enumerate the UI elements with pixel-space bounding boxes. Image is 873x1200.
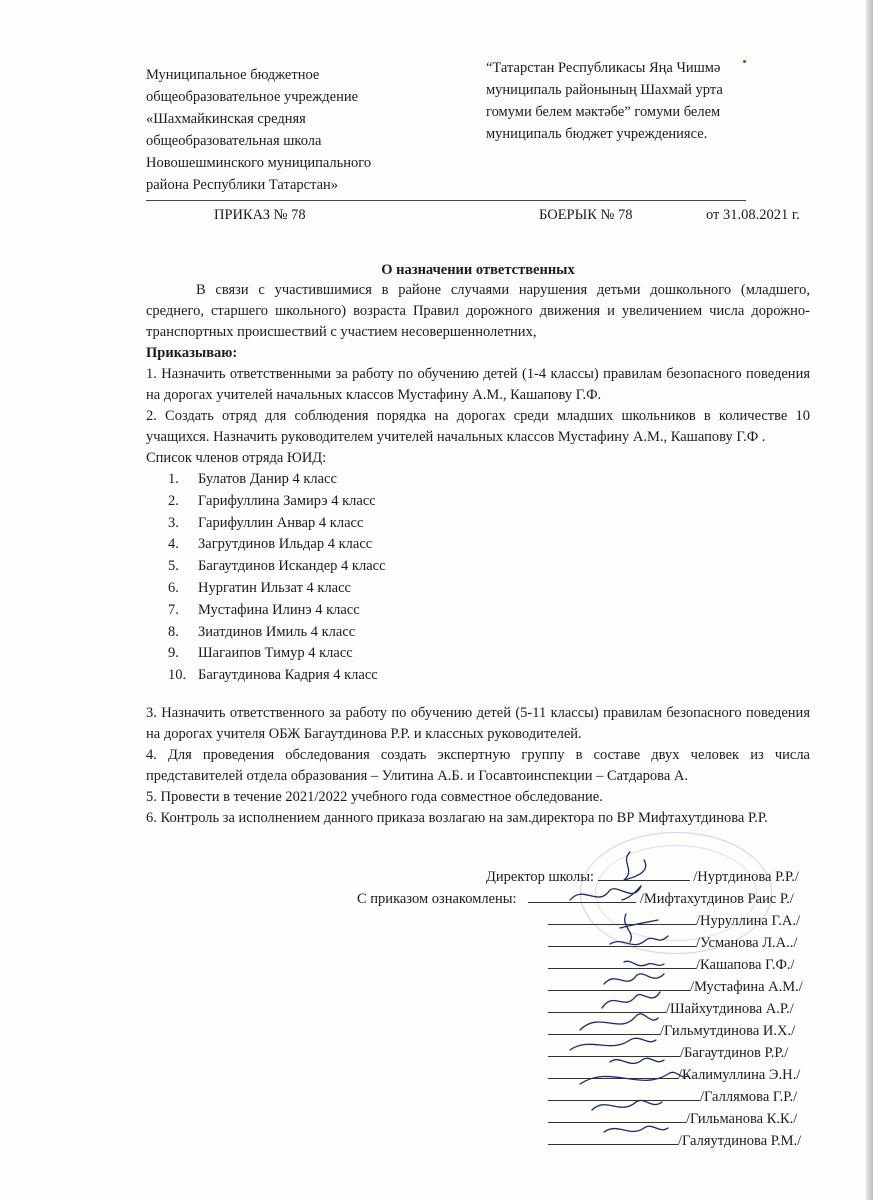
list-item-name: Мустафина Илинэ 4 класс	[198, 601, 360, 618]
signer-row	[548, 1108, 797, 1130]
list-item	[146, 556, 810, 578]
director-name: /Нуртдинова Р.Р./	[693, 869, 799, 885]
signer-row	[548, 976, 803, 998]
header-left-line: общеобразовательная школа	[146, 133, 322, 149]
order-date: от 31.08.2021 г.	[706, 207, 800, 223]
list-item	[146, 600, 810, 622]
signer-row	[548, 954, 795, 976]
signer-name: /Калимуллина Э.Н./	[678, 1067, 801, 1083]
acquainted-signature-row	[357, 888, 794, 910]
order-number-ru: ПРИКАЗ № 78	[214, 207, 306, 223]
list-item-name: Булатов Данир 4 класс	[198, 471, 337, 487]
signer-name: /Усманова Л.А../	[696, 935, 798, 951]
order-item-2: 2. Создать отряд для соблюдения порядка на дорогах среди младших школьников в количестве 10 учащихся. Назначить руководителем учителей начальных классов Мустафину А.М., Кашапову Г.Ф .	[146, 408, 810, 445]
signer-name: /Гильманова К.К./	[686, 1111, 798, 1127]
list-item-name: Зиатдинов Имиль 4 класс	[198, 623, 356, 640]
signer-row	[548, 1020, 795, 1042]
signer-name: /Багаутдинов Р.Р./	[680, 1045, 789, 1061]
list-item-name: Гарифуллин Анвар 4 класс	[198, 514, 364, 531]
signer-name: /Мифтахутдинов Раис Р./	[639, 891, 794, 907]
signature-line	[528, 888, 636, 903]
director-signature-row	[486, 866, 799, 888]
list-item	[146, 534, 810, 556]
header-right-line: муниципаль бюджет учреждениясе.	[486, 126, 708, 142]
list-item-number: 5.	[168, 558, 179, 575]
header-divider	[146, 200, 746, 201]
document-body	[146, 280, 810, 829]
order-item-6: 6. Контроль за исполнением данного приказа возлагаю на зам.директора по ВР Мифтахутдинова Р.Р.	[146, 809, 768, 826]
list-item-number: 6.	[168, 579, 179, 596]
order-number-tt: БОЕРЫК № 78	[539, 207, 633, 223]
order-item-5: 5. Провести в течение 2021/2022 учебного года совместное обследование.	[146, 788, 603, 805]
list-item	[146, 643, 810, 665]
list-item-name: Багаутдинов Искандер 4 класс	[198, 558, 386, 575]
list-item-number: 2.	[168, 492, 179, 509]
signature-line	[548, 1020, 660, 1035]
signer-name: /Галяутдинова Р.М./	[678, 1133, 802, 1149]
list-item	[146, 665, 810, 687]
signature-line	[548, 910, 696, 925]
list-item-name: Нургатин Ильзат 4 класс	[198, 579, 351, 596]
signer-row	[548, 910, 800, 932]
signature-line	[548, 954, 696, 969]
list-item	[146, 469, 810, 491]
signature-line	[548, 976, 690, 991]
list-item-number: 7.	[168, 601, 179, 618]
list-item	[146, 578, 810, 600]
signer-row	[548, 1064, 800, 1086]
signer-row	[548, 1042, 788, 1064]
header-left-line: Муниципальное бюджетное	[146, 67, 320, 83]
members-list	[146, 469, 810, 687]
list-item-name: Шагаипов Тимур 4 класс	[198, 645, 353, 662]
director-label: Директор школы:	[486, 869, 594, 885]
header-left	[146, 64, 446, 196]
list-item-number: 9.	[168, 645, 179, 662]
signer-row	[548, 1130, 801, 1152]
list-item	[146, 513, 810, 535]
signer-name: /Галлямова Г.Р./	[700, 1089, 798, 1105]
list-item-name: Багаутдинова Кадрия 4 класс	[198, 667, 378, 684]
spacer	[146, 687, 810, 703]
order-item-4: 4. Для проведения обследования создать экспертную группу в составе двух человек из числа представителей отдела образования – Улитина А.Б. и Госавтоинспекции – Сатдарова А.	[146, 746, 810, 784]
signer-name: /Шайхутдинова А.Р./	[666, 1001, 794, 1017]
signer-row	[548, 932, 797, 954]
list-item-number: 3.	[168, 514, 179, 531]
header-left-line: «Шахмайкинская средняя	[146, 111, 306, 127]
list-item-name: Гарифуллина Замирэ 4 класс	[198, 492, 376, 509]
header-right-line: гомуми белем мәктәбе” гомуми белем	[486, 104, 721, 120]
signature-line	[548, 1108, 686, 1123]
signer-name: /Мустафина А.М./	[690, 979, 803, 995]
signer-name: /Кашапова Г.Ф./	[696, 957, 795, 973]
header-right-line: “Татарстан Республикасы Яңа Чишмә	[486, 60, 721, 76]
signer-name: /Нуруллина Г.А./	[696, 913, 800, 929]
members-list-title: Список членов отряда ЮИД:	[146, 450, 327, 466]
document-title: О назначении ответственных	[381, 262, 575, 278]
order-item-3: 3. Назначить ответственного за работу по обучению детей (5-11 классы) правилам безопасного поведения на дорогах учителя ОБЖ Багаутдинова Р.Р. и классных руководителей.	[146, 704, 810, 742]
signature-line	[548, 1064, 678, 1079]
signature-line	[548, 1086, 700, 1101]
list-item-name: Загрутдинов Ильдар 4 класс	[198, 536, 373, 553]
header-right-line: муниципаль районының Шахмай урта	[486, 82, 723, 98]
signature-line	[548, 932, 696, 947]
ink-dot	[743, 60, 746, 63]
intro-paragraph: В связи с участившимися в районе случаями нарушения детьми дошкольного (младшего, среднего, старшего школьного) возраста Правил дорожного движения и увеличением числа дорожно-транспортных происшествий с участием несовершеннолетних,	[146, 282, 810, 340]
header-left-line: общеобразовательное учреждение	[146, 89, 359, 105]
header-right	[486, 57, 776, 145]
signature-line	[598, 866, 690, 881]
scan-edge	[866, 0, 873, 1200]
acquainted-label: С приказом ознакомлены:	[357, 891, 517, 907]
signer-name: /Гильмутдинова И.Х./	[660, 1023, 796, 1039]
list-item-number: 4.	[168, 536, 179, 553]
signer-row	[548, 998, 794, 1020]
header-left-line: района Республики Татарстан»	[146, 177, 339, 193]
list-item	[146, 622, 810, 644]
list-item-number: 8.	[168, 623, 179, 640]
order-word: Приказываю:	[146, 345, 238, 361]
list-item-number: 1.	[168, 471, 179, 487]
list-item	[146, 491, 810, 513]
signature-line	[548, 1130, 678, 1145]
list-item-number: 10.	[168, 667, 187, 684]
signer-row	[548, 1086, 797, 1108]
header-left-line: Новошешминского муниципального	[146, 155, 372, 171]
order-item-1: 1. Назначить ответственными за работу по обучению детей (1-4 классы) правилам безопасного поведения на дорогах учителей начальных классов Мустафину А.М., Кашапову Г.Ф.	[146, 366, 810, 403]
signature-line	[548, 998, 666, 1013]
signature-line	[548, 1042, 680, 1057]
